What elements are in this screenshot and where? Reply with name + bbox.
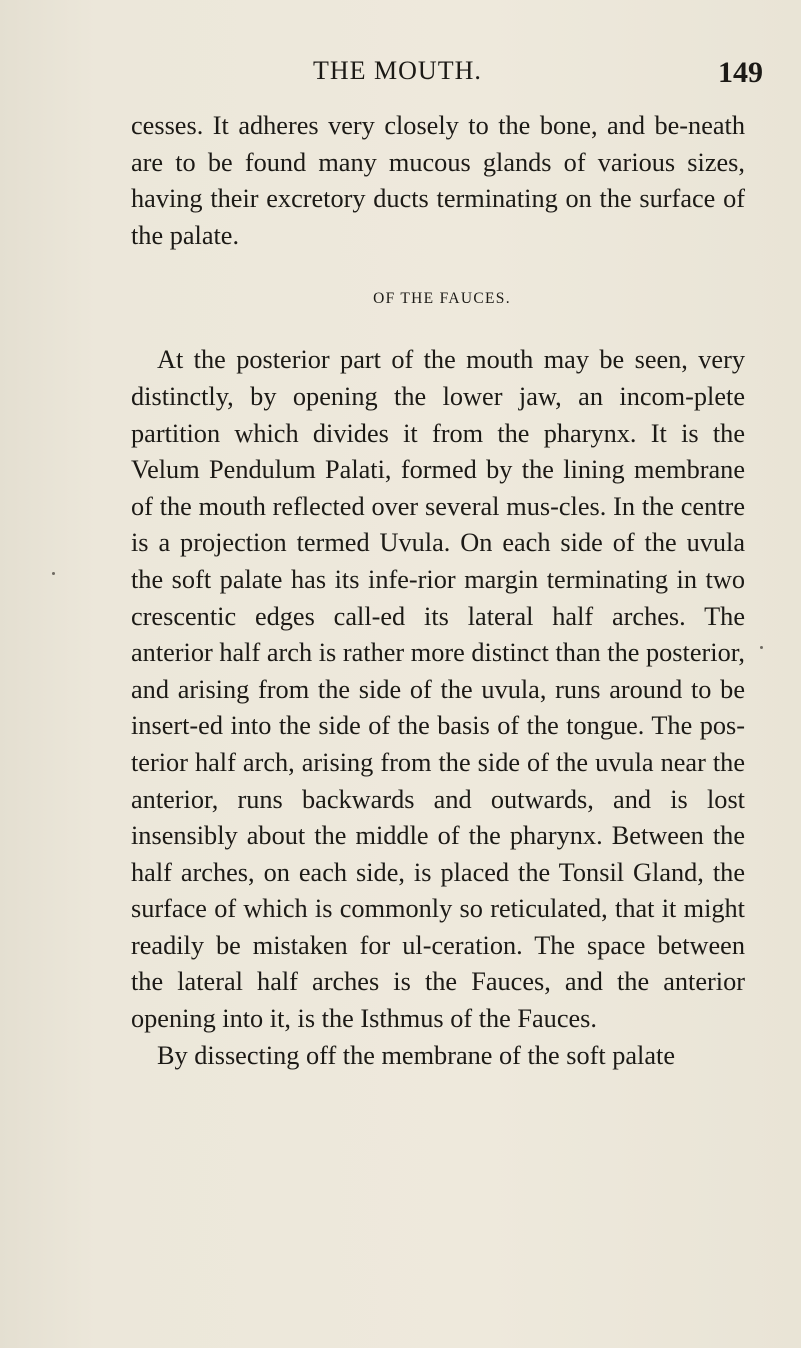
page-number: 149 (718, 56, 763, 89)
running-title: THE MOUTH. (313, 56, 482, 85)
paper-speck (52, 572, 55, 575)
paper-speck (760, 646, 763, 649)
paragraph-dissection: By dissecting off the membrane of the soft palate (157, 1040, 676, 1070)
paragraph-continuation: cesses. It adheres very closely to the bone, and be-neath are to be found many mucous glands of various sizes, having their excretory ducts terminating on the surface of the palate. (131, 111, 745, 250)
running-head (0, 56, 801, 96)
body-text (131, 108, 745, 1074)
paragraph-fauces: At the posterior part of the mouth may be seen, very distinctly, by opening the lower jaw, an incom-plete partition which divides it from the pharynx. It is the Velum Pendulum Palati, formed by the lining membrane of the mouth reflected over several mus-cles. In the centre is a projection termed Uvula. On each side of the uvula the soft palate has its infe-rior margin terminating in two crescentic edges call-ed its lateral half arches. The anterior half arch is rather more distinct than the posterior, and arising from the side of the uvula, runs around to be insert-ed into the side of the basis of the tongue. The pos-terior half arch, arising from the side of the uvula near the anterior, runs backwards and outwards, and is lost insensibly about the middle of the pharynx. Between the half arches, on each side, is placed the Tonsil Gland, the surface of which is commonly so reticulated, that it might readily be mistaken for ul-ceration. The space between the lateral half arches is the Fauces, and the anterior opening into it, is the Isthmus of the Fauces. (131, 345, 745, 1034)
section-heading: OF THE FAUCES. (373, 290, 511, 308)
